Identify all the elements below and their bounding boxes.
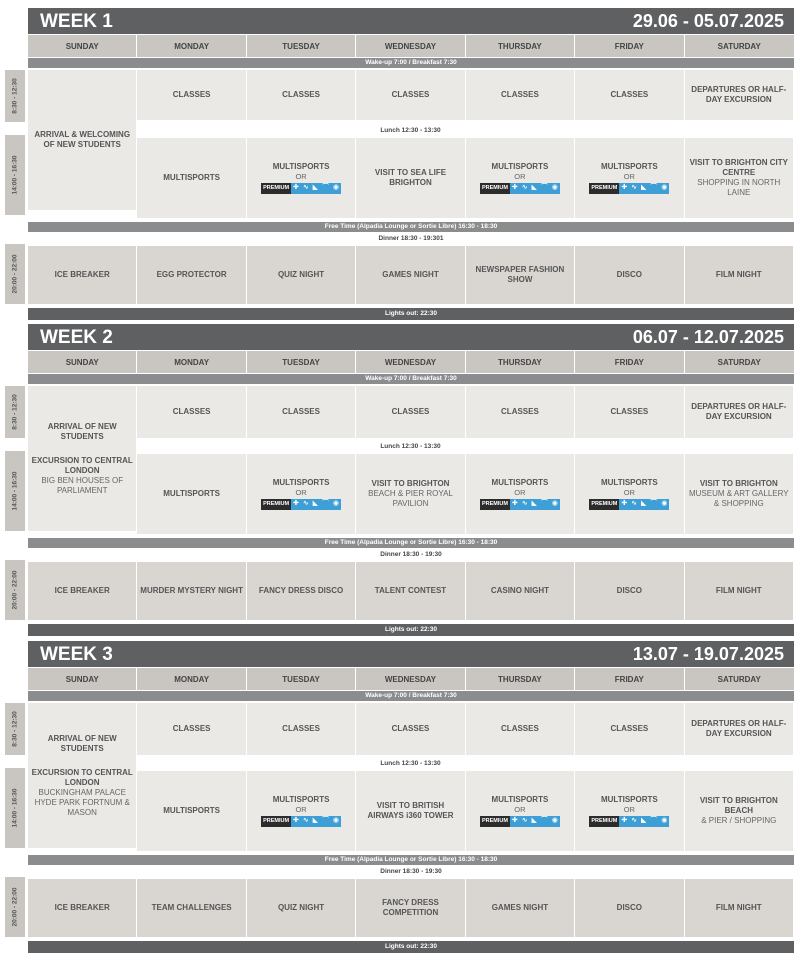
or-label: OR	[623, 487, 635, 497]
evening-cell	[137, 879, 245, 937]
sports-icons	[291, 816, 341, 827]
classes-label: CLASSES	[501, 90, 539, 99]
day-label: THURSDAY	[466, 668, 575, 690]
premium-badge	[261, 183, 341, 194]
evening-cell	[28, 246, 136, 304]
multisports-cell	[466, 138, 574, 218]
time-evening-label: 20:00 - 22:00	[11, 254, 19, 294]
day-label: WEDNESDAY	[356, 351, 465, 373]
wake-band: Wake-up 7:00 / Breakfast 7:30	[28, 691, 794, 701]
ball-icon: ◉	[661, 500, 668, 508]
monday-afternoon	[137, 771, 245, 851]
climb-icon: ◣	[312, 184, 319, 192]
sunday-sub: BUCKINGHAM PALACE HYDE PARK FORTNUM & MASON	[34, 787, 130, 817]
premium-badge	[480, 499, 560, 510]
evening-cell	[247, 562, 355, 620]
evening-label: ICE BREAKER	[54, 270, 110, 279]
time-afternoon	[5, 451, 25, 531]
multisports-cell	[247, 454, 355, 534]
sports-icons	[291, 499, 341, 510]
saturday-afternoon	[685, 138, 793, 218]
premium-badge	[589, 816, 669, 827]
surf-icon: ∿	[302, 184, 309, 192]
sunday-title: ARRIVAL & WELCOMING OF NEW STUDENTS	[34, 130, 131, 149]
multisports-cell	[247, 138, 355, 218]
multisports-label: MULTISPORTS	[491, 161, 549, 171]
or-label: OR	[295, 804, 307, 814]
premium-label: PREMIUM	[589, 816, 619, 827]
wednesday-afternoon	[356, 138, 464, 218]
multisports-label: MULTISPORTS	[272, 161, 330, 171]
evening-cell	[247, 879, 355, 937]
day-label: TUESDAY	[247, 35, 356, 57]
classes-cell	[466, 386, 574, 438]
ball-icon: ◉	[551, 500, 558, 508]
evening-cell	[356, 562, 464, 620]
day-label: TUESDAY	[247, 668, 356, 690]
premium-badge	[589, 183, 669, 194]
lights-out-band: Lights out: 22:30	[28, 624, 794, 636]
sunday-cell	[28, 70, 136, 210]
classes-label: CLASSES	[172, 724, 211, 733]
departures-label: DEPARTURES OR HALF-DAY EXCURSION	[691, 85, 787, 104]
week-dates: 29.06 - 05.07.2025	[632, 11, 784, 31]
classes-cell	[356, 386, 464, 438]
monday-afternoon	[137, 138, 245, 218]
saturday-title: VISIT TO BRIGHTON BEACH	[699, 796, 778, 815]
saturday-sub: SHOPPING IN NORTH LAINE	[697, 178, 781, 197]
departures-cell	[685, 703, 793, 755]
ball-icon: ◉	[332, 500, 340, 508]
premium-label: PREMIUM	[261, 183, 291, 194]
classes-cell	[466, 70, 574, 120]
monday-afternoon	[137, 454, 245, 534]
classes-label: CLASSES	[282, 90, 320, 99]
plus-icon: ✚	[293, 500, 299, 508]
climb-icon: ◣	[531, 817, 537, 825]
classes-label: CLASSES	[391, 724, 430, 733]
evening-label: FILM NIGHT	[715, 586, 762, 595]
sunday-cell	[28, 703, 136, 848]
multisports-label: MULTISPORTS	[163, 173, 220, 182]
evening-label: ICE BREAKER	[54, 586, 110, 595]
classes-label: CLASSES	[282, 407, 320, 416]
week-1-days	[28, 35, 794, 57]
premium-label: PREMIUM	[261, 816, 291, 827]
or-label: OR	[514, 171, 526, 181]
departures-cell	[685, 386, 793, 438]
evening-label: TEAM CHALLENGES	[151, 903, 232, 912]
evening-cell	[28, 562, 136, 620]
evening-cell	[466, 562, 574, 620]
time-morning-label: 8:30 - 12:30	[11, 78, 19, 114]
kayak-icon: ⌒	[540, 500, 548, 508]
classes-cell	[356, 703, 464, 755]
or-label: OR	[514, 804, 526, 814]
time-morning	[5, 386, 25, 438]
plus-icon: ✚	[621, 184, 628, 192]
time-afternoon-label: 14:00 - 16:30	[11, 788, 19, 828]
surf-icon: ∿	[302, 500, 309, 508]
dinner-label: Dinner 18:30 - 19:30	[380, 868, 442, 875]
premium-badge	[480, 183, 560, 194]
saturday-afternoon	[685, 454, 793, 534]
day-label: MONDAY	[137, 351, 246, 373]
kayak-icon: ⌒	[321, 817, 329, 825]
departures-label: DEPARTURES OR HALF-DAY EXCURSION	[691, 719, 787, 738]
day-label: SATURDAY	[685, 351, 794, 373]
sunday-excursion: EXCURSION TO CENTRAL LONDON	[31, 767, 133, 787]
surf-icon: ∿	[631, 500, 637, 508]
wednesday-sub: BEACH & PIER ROYAL PAVILION	[368, 489, 453, 508]
day-label: WEDNESDAY	[356, 668, 465, 690]
evening-cell	[685, 246, 793, 304]
classes-label: CLASSES	[282, 724, 320, 733]
evening-label: ICE BREAKER	[54, 903, 110, 912]
evening-label: FANCY DRESS COMPETITION	[382, 898, 439, 917]
evening-cell	[575, 246, 683, 304]
classes-label: CLASSES	[610, 407, 649, 416]
evening-label: DISCO	[616, 903, 643, 912]
lights-out-band: Lights out: 22:30	[28, 941, 794, 953]
week-dates: 06.07 - 12.07.2025	[632, 327, 784, 347]
week-2-header	[28, 324, 794, 350]
evening-cell	[575, 562, 683, 620]
ball-icon: ◉	[551, 817, 558, 825]
ball-icon: ◉	[661, 817, 668, 825]
evening-cell	[575, 879, 683, 937]
multisports-label: MULTISPORTS	[600, 161, 658, 171]
week-2-days	[28, 351, 794, 373]
time-morning-label: 8:30 - 12:30	[11, 394, 19, 430]
ball-icon: ◉	[661, 184, 668, 192]
or-label: OR	[295, 487, 307, 497]
evening-label: FANCY DRESS DISCO	[258, 586, 344, 595]
day-label: MONDAY	[137, 35, 246, 57]
plus-icon: ✚	[511, 817, 518, 825]
time-evening-label: 20:00 - 22:00	[11, 570, 19, 610]
multisports-label: MULTISPORTS	[163, 489, 220, 498]
evening-cell	[137, 562, 245, 620]
multisports-cell	[247, 771, 355, 851]
premium-label: PREMIUM	[261, 499, 291, 510]
classes-cell	[137, 703, 245, 755]
multisports-cell	[575, 771, 683, 851]
lunch-label: Lunch 12:30 - 13:30	[380, 760, 441, 767]
week-3-days	[28, 668, 794, 690]
wednesday-title: VISIT TO BRIGHTON	[371, 479, 450, 488]
or-label: OR	[623, 171, 635, 181]
sports-icons	[510, 499, 560, 510]
ball-icon: ◉	[551, 184, 558, 192]
plus-icon: ✚	[621, 500, 628, 508]
day-label: SATURDAY	[685, 35, 794, 57]
wednesday-title: VISIT TO SEA LIFE BRIGHTON	[374, 168, 447, 187]
climb-icon: ◣	[531, 184, 537, 192]
wednesday-title: VISIT TO BRITISH AIRWAYS i360 TOWER	[367, 801, 454, 820]
evening-label: TALENT CONTEST	[374, 586, 447, 595]
surf-icon: ∿	[521, 817, 528, 825]
day-label: SUNDAY	[28, 668, 137, 690]
day-label: TUESDAY	[247, 351, 356, 373]
or-label: OR	[295, 171, 307, 181]
evening-cell	[356, 246, 464, 304]
saturday-title: VISIT TO BRIGHTON CITY CENTRE	[689, 158, 788, 177]
sunday-title: ARRIVAL OF NEW STUDENTS	[47, 733, 117, 753]
premium-label: PREMIUM	[480, 499, 510, 510]
premium-badge	[480, 816, 560, 827]
week-title: WEEK 1	[40, 11, 113, 32]
evening-label: FILM NIGHT	[715, 903, 762, 912]
multisports-label: MULTISPORTS	[491, 477, 549, 487]
surf-icon: ∿	[631, 184, 637, 192]
classes-label: CLASSES	[172, 407, 211, 416]
surf-icon: ∿	[521, 184, 528, 192]
time-morning-label: 8:30 - 12:30	[11, 711, 19, 747]
evening-label: FILM NIGHT	[715, 270, 762, 279]
classes-cell	[575, 70, 683, 120]
departures-cell	[685, 70, 793, 120]
classes-cell	[575, 703, 683, 755]
evening-label: NEWSPAPER FASHION SHOW	[475, 265, 565, 284]
day-label: FRIDAY	[575, 668, 684, 690]
surf-icon: ∿	[521, 500, 528, 508]
time-afternoon	[5, 135, 25, 215]
sunday-cell	[28, 386, 136, 531]
classes-label: CLASSES	[610, 90, 649, 99]
premium-badge	[261, 499, 341, 510]
week-3-header	[28, 641, 794, 667]
sunday-sub: BIG BEN HOUSES OF PARLIAMENT	[41, 475, 124, 495]
time-afternoon-label: 14:00 - 16:30	[11, 471, 19, 511]
multisports-label: MULTISPORTS	[163, 806, 220, 815]
free-time-band: Free Time (Alpadia Lounge or Sortie Libre) 16:30 - 18:30	[28, 222, 794, 232]
day-label: MONDAY	[137, 668, 246, 690]
time-afternoon	[5, 768, 25, 848]
multisports-label: MULTISPORTS	[600, 794, 658, 804]
lights-out-band: Lights out: 22:30	[28, 308, 794, 320]
multisports-cell	[466, 771, 574, 851]
classes-label: CLASSES	[172, 90, 211, 99]
premium-label: PREMIUM	[589, 183, 619, 194]
plus-icon: ✚	[293, 817, 299, 825]
classes-label: CLASSES	[391, 90, 430, 99]
lunch-label: Lunch 12:30 - 13:30	[380, 127, 441, 134]
time-evening	[5, 560, 25, 620]
evening-cell	[466, 246, 574, 304]
departures-label: DEPARTURES OR HALF-DAY EXCURSION	[691, 402, 787, 421]
evening-cell	[466, 879, 574, 937]
week-1-header	[28, 8, 794, 34]
evening-label: GAMES NIGHT	[491, 903, 549, 912]
sports-icons	[619, 816, 669, 827]
sports-icons	[510, 183, 560, 194]
kayak-icon: ⌒	[650, 184, 658, 192]
dinner-label: Dinner 18:30 - 19:30	[380, 551, 442, 558]
sports-icons	[619, 183, 669, 194]
wednesday-afternoon	[356, 454, 464, 534]
multisports-label: MULTISPORTS	[600, 477, 658, 487]
sunday-excursion: EXCURSION TO CENTRAL LONDON	[31, 455, 133, 475]
evening-label: GAMES NIGHT	[382, 270, 439, 279]
day-label: THURSDAY	[466, 35, 575, 57]
multisports-cell	[575, 454, 683, 534]
sports-icons	[619, 499, 669, 510]
premium-badge	[589, 499, 669, 510]
climb-icon: ◣	[312, 817, 319, 825]
plus-icon: ✚	[293, 184, 299, 192]
kayak-icon: ⌒	[540, 184, 548, 192]
dinner-label: Dinner 18:30 - 19:301	[378, 235, 444, 242]
wake-band: Wake-up 7:00 / Breakfast 7:30	[28, 58, 794, 68]
plus-icon: ✚	[621, 817, 628, 825]
classes-cell	[575, 386, 683, 438]
classes-label: CLASSES	[610, 724, 649, 733]
premium-label: PREMIUM	[480, 816, 510, 827]
multisports-label: MULTISPORTS	[272, 794, 330, 804]
kayak-icon: ⌒	[540, 817, 548, 825]
saturday-sub: MUSEUM & ART GALLERY & SHOPPING	[688, 489, 789, 508]
saturday-sub: & PIER / SHOPPING	[701, 816, 777, 825]
ball-icon: ◉	[332, 184, 340, 192]
sports-icons	[510, 816, 560, 827]
free-time-band: Free Time (Alpadia Lounge or Sortie Libre) 16:30 - 18:30	[28, 538, 794, 548]
classes-label: CLASSES	[391, 407, 430, 416]
multisports-label: MULTISPORTS	[491, 794, 549, 804]
or-label: OR	[514, 487, 526, 497]
time-afternoon-label: 14:00 - 16:30	[11, 155, 19, 195]
time-evening	[5, 877, 25, 937]
ball-icon: ◉	[332, 817, 340, 825]
day-label: FRIDAY	[575, 351, 684, 373]
classes-cell	[247, 386, 355, 438]
kayak-icon: ⌒	[321, 184, 329, 192]
wake-band: Wake-up 7:00 / Breakfast 7:30	[28, 374, 794, 384]
classes-label: CLASSES	[501, 724, 539, 733]
evening-cell	[28, 879, 136, 937]
week-dates: 13.07 - 19.07.2025	[632, 644, 784, 664]
climb-icon: ◣	[640, 817, 647, 825]
premium-badge	[261, 816, 341, 827]
evening-label: QUIZ NIGHT	[277, 270, 325, 279]
plus-icon: ✚	[511, 184, 518, 192]
day-label: FRIDAY	[575, 35, 684, 57]
kayak-icon: ⌒	[650, 817, 658, 825]
classes-cell	[356, 70, 464, 120]
climb-icon: ◣	[640, 184, 647, 192]
evening-label: DISCO	[616, 586, 643, 595]
evening-label: QUIZ NIGHT	[277, 903, 325, 912]
evening-cell	[247, 246, 355, 304]
plus-icon: ✚	[511, 500, 518, 508]
premium-label: PREMIUM	[480, 183, 510, 194]
multisports-cell	[466, 454, 574, 534]
classes-cell	[247, 70, 355, 120]
surf-icon: ∿	[631, 817, 637, 825]
evening-cell	[356, 879, 464, 937]
day-label: WEDNESDAY	[356, 35, 465, 57]
week-title: WEEK 3	[40, 644, 113, 665]
classes-cell	[137, 386, 245, 438]
kayak-icon: ⌒	[650, 500, 658, 508]
premium-label: PREMIUM	[589, 499, 619, 510]
time-morning	[5, 70, 25, 122]
day-label: SUNDAY	[28, 351, 137, 373]
time-morning	[5, 703, 25, 755]
evening-label: EGG PROTECTOR	[156, 270, 227, 279]
evening-label: CASINO NIGHT	[490, 586, 550, 595]
free-time-band: Free Time (Alpadia Lounge or Sortie Libre) 16:30 - 18:30	[28, 855, 794, 865]
sunday-title: ARRIVAL OF NEW STUDENTS	[47, 421, 117, 441]
sports-icons	[291, 183, 341, 194]
week-title: WEEK 2	[40, 327, 113, 348]
surf-icon: ∿	[302, 817, 309, 825]
day-label: SUNDAY	[28, 35, 137, 57]
saturday-afternoon	[685, 771, 793, 851]
classes-cell	[137, 70, 245, 120]
saturday-title: VISIT TO BRIGHTON	[699, 479, 778, 488]
wednesday-afternoon	[356, 771, 464, 851]
evening-cell	[685, 879, 793, 937]
lunch-label: Lunch 12:30 - 13:30	[380, 443, 441, 450]
time-evening	[5, 244, 25, 304]
climb-icon: ◣	[312, 500, 319, 508]
evening-cell	[685, 562, 793, 620]
climb-icon: ◣	[640, 500, 647, 508]
or-label: OR	[623, 804, 635, 814]
classes-cell	[466, 703, 574, 755]
day-label: SATURDAY	[685, 668, 794, 690]
classes-cell	[247, 703, 355, 755]
climb-icon: ◣	[531, 500, 537, 508]
kayak-icon: ⌒	[321, 500, 329, 508]
evening-label: DISCO	[616, 270, 643, 279]
multisports-cell	[575, 138, 683, 218]
evening-cell	[137, 246, 245, 304]
multisports-label: MULTISPORTS	[272, 477, 330, 487]
classes-label: CLASSES	[501, 407, 539, 416]
evening-label: MURDER MYSTERY NIGHT	[140, 586, 243, 595]
time-evening-label: 20:00 - 22:00	[11, 887, 19, 927]
day-label: THURSDAY	[466, 351, 575, 373]
